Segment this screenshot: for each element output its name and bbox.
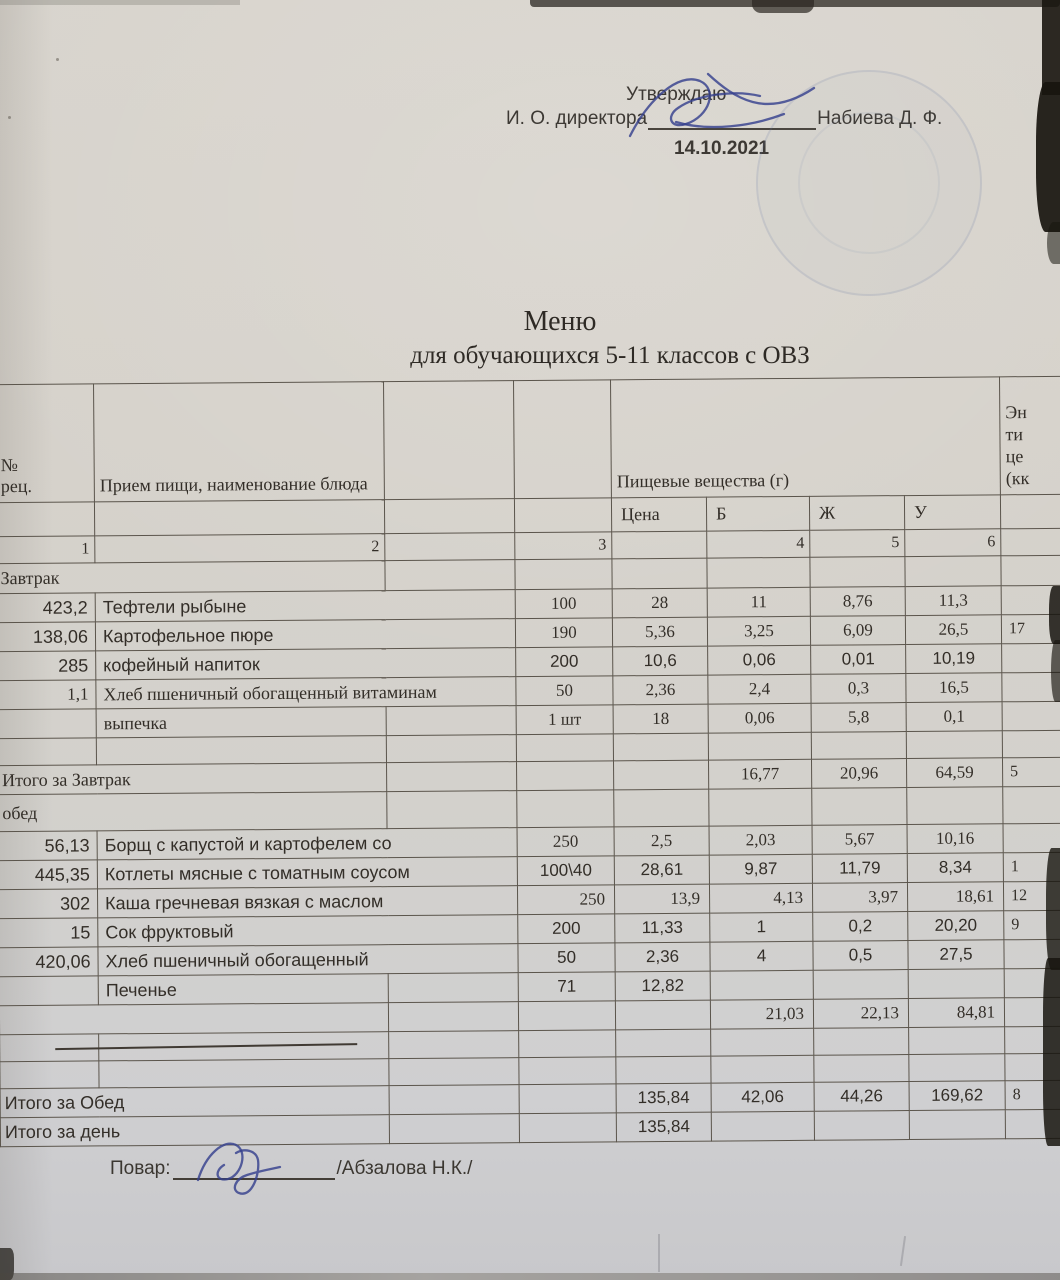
cook-signature-handwriting (186, 1130, 301, 1202)
cell-protein (708, 732, 811, 760)
handwritten-dash-mark (55, 1043, 357, 1050)
cell-blank (389, 1085, 519, 1115)
cell-protein (711, 1111, 814, 1141)
cell-protein: 4 (710, 941, 813, 971)
cell-protein (707, 557, 810, 588)
cell-recipe-number: 1,1 (0, 680, 96, 710)
paper-speck-2 (8, 116, 11, 119)
photo-edge-right-3 (1047, 222, 1060, 264)
director-name: Набиева Д. Ф. (817, 108, 943, 129)
cell-dish-name: Печенье (98, 974, 388, 1005)
paper-crease-2 (900, 1236, 906, 1266)
cell-portion (519, 1057, 616, 1085)
cell-fat (813, 970, 908, 1000)
cell-carbs: 0,1 (906, 702, 1002, 732)
menu-table-wrap (0, 376, 1060, 1147)
colnum-6: 6 (905, 529, 1001, 557)
cell-energy-clipped: 5 (1003, 757, 1060, 787)
cell-fat: 0,01 (811, 645, 906, 675)
cell-recipe-number: 302 (0, 889, 98, 919)
cell-dish-name: Котлеты мясные с томатным соусом (97, 857, 517, 889)
cell-blank (389, 1031, 519, 1059)
cell-section-label: Завтрак (0, 561, 385, 594)
cell-fat: 3,97 (812, 883, 907, 913)
cell-portion (519, 1113, 616, 1143)
cell-price (614, 789, 709, 827)
paper-crease-1 (658, 1234, 660, 1272)
cell-price: 28,61 (614, 855, 709, 885)
cell-carbs (908, 969, 1004, 999)
cell-carbs: 10,19 (906, 644, 1002, 674)
cell-blank (386, 735, 516, 763)
cell-price (615, 1000, 710, 1030)
cell-portion: 100\40 (517, 856, 614, 886)
cell-dish-name: выпечка (96, 707, 386, 738)
director-signature-handwriting (618, 64, 833, 152)
cell-energy-clipped: 9 (1004, 910, 1060, 940)
cell-portion (518, 1001, 615, 1031)
cell-recipe-number (0, 709, 96, 739)
colnum-3: 3 (515, 532, 612, 560)
cell-portion: 71 (518, 972, 615, 1002)
cell-carbs: 27,5 (908, 940, 1004, 970)
cell-dish-name: Хлеб пшеничный обогащенный (98, 944, 518, 976)
cell-fat: 44,26 (814, 1082, 909, 1112)
cell-blank (99, 1032, 389, 1061)
colnum-1: 1 (0, 536, 95, 564)
cell-fat (811, 732, 906, 760)
header-no-sign: № (0, 455, 18, 476)
cell-protein: 2,03 (709, 825, 812, 855)
cell-energy-clipped: 1 (1003, 852, 1060, 882)
cell-carbs (906, 731, 1002, 759)
cell-fat (814, 1028, 909, 1056)
cell-price (613, 760, 708, 790)
cell-energy-clipped: 17 (1001, 614, 1060, 644)
cell-price: 10,6 (613, 646, 708, 676)
energy-header-fragment: ти (1005, 424, 1024, 445)
cell-protein: 2,4 (708, 674, 811, 704)
cell-price (613, 733, 708, 761)
cell-price: 11,33 (615, 913, 710, 943)
cell-protein: 3,25 (707, 616, 810, 646)
cell-protein: 1 (710, 912, 813, 942)
cell-protein: 21,03 (710, 999, 813, 1029)
title-line-2: для обучающихся 5-11 классов с ОВЗ (410, 342, 810, 369)
cell-price (612, 558, 707, 589)
colnum-blank-2 (612, 531, 707, 559)
cell-carbs (909, 1054, 1005, 1082)
cell-dish-name: Борщ с капустой и картофелем со (97, 828, 517, 860)
cell-recipe-number: 138,06 (0, 622, 96, 652)
cell-total-label (0, 1003, 389, 1035)
cell-portion (519, 1084, 616, 1114)
photo-edge-top-notch (752, 0, 814, 13)
menu-table (0, 376, 1060, 1147)
cell-portion: 200 (518, 914, 615, 944)
subheader-fat: Ж (809, 496, 904, 531)
cell-carbs: 10,16 (907, 824, 1003, 854)
cell-portion: 200 (516, 647, 613, 677)
header-nutrients: Пищевые вещества (г) (611, 377, 1001, 498)
table-header-row-1 (0, 376, 1060, 502)
colnum-blank-1 (385, 533, 515, 561)
cell-protein (711, 1028, 814, 1056)
cell-recipe-number: 445,35 (0, 860, 97, 890)
cell-fat: 8,76 (810, 587, 905, 617)
photo-edge-right-7 (1043, 958, 1060, 1146)
cell-carbs (909, 1110, 1005, 1140)
director-label: И. О. директора (506, 108, 648, 129)
subheader-blank-1 (0, 502, 95, 537)
cell-price: 2,36 (615, 942, 710, 972)
cell-carbs: 84,81 (908, 998, 1004, 1028)
photo-edge-right-1 (1042, 0, 1060, 95)
cell-energy-clipped (1002, 730, 1060, 758)
header-blank-1 (384, 381, 515, 500)
cell-dish-name: Каша гречневая вязкая с маслом (97, 886, 517, 918)
energy-header-fragment: це (1005, 446, 1024, 467)
cell-carbs: 8,34 (907, 853, 1003, 883)
cell-dish-name: Хлеб пшеничный обогащенный витаминам (96, 677, 516, 709)
cell-protein: 16,77 (708, 759, 811, 789)
cell-portion: 50 (518, 943, 615, 973)
menu-table-head-rows (0, 376, 1060, 563)
photo-edge-right-2 (1036, 82, 1060, 232)
cell-portion (516, 734, 613, 762)
cell-portion (519, 1030, 616, 1058)
colnum-5: 5 (810, 530, 905, 558)
cell-carbs (905, 556, 1001, 587)
cell-fat: 0,2 (813, 912, 908, 942)
subheader-price: Цена (611, 497, 706, 532)
cell-protein (709, 788, 812, 826)
cell-fat (810, 557, 905, 588)
cell-recipe-number: 285 (0, 651, 96, 681)
cell-dish-name: Картофельное пюре (95, 619, 515, 651)
cell-portion (515, 559, 612, 590)
cell-blank (389, 1058, 519, 1086)
photo-edge-right-5 (1051, 640, 1060, 702)
cell-protein (711, 1055, 814, 1083)
cell-protein (710, 970, 813, 1000)
cell-fat (814, 1055, 909, 1083)
cell-fat (812, 788, 907, 826)
cell-carbs: 11,3 (905, 586, 1001, 616)
title-line-1: Меню (523, 306, 597, 337)
cell-blank (387, 791, 517, 829)
cell-energy-clipped: 12 (1004, 881, 1060, 911)
subheader-blank-5 (1000, 494, 1060, 529)
cell-section-label: обед (0, 792, 387, 832)
cell-total-label: Итого за день (0, 1115, 389, 1147)
cell-fat: 5,8 (811, 703, 906, 733)
photo-edge-right-6 (1046, 848, 1060, 970)
cell-price: 12,82 (615, 971, 710, 1001)
cell-recipe-number (0, 976, 98, 1006)
cell-portion: 250 (517, 885, 614, 915)
subheader-blank-3 (384, 499, 514, 534)
cell-protein: 9,87 (709, 854, 812, 884)
cook-name: /Абзалова Н.К./ (336, 1158, 473, 1179)
cell-blank (387, 762, 517, 792)
photo-edge-right-4 (1049, 586, 1060, 644)
cell-price: 13,9 (614, 884, 709, 914)
cell-fat: 5,67 (812, 825, 907, 855)
cell-energy-clipped (1003, 786, 1060, 824)
colnum-blank-3 (1001, 528, 1060, 556)
cell-carbs: 20,20 (908, 911, 1004, 941)
cell-carbs: 169,62 (909, 1081, 1005, 1111)
energy-header-fragment: Эн (1005, 402, 1027, 423)
cell-blank (0, 738, 97, 766)
header-meal-name: Прием пищи, наименование блюда (94, 382, 385, 502)
cell-carbs (907, 787, 1003, 825)
cell-portion: 190 (515, 618, 612, 648)
cell-total-label: Итого за Обед (0, 1086, 389, 1118)
cell-portion: 100 (515, 589, 612, 619)
cell-price: 18 (613, 704, 708, 734)
colnum-2: 2 (95, 534, 385, 563)
cell-fat: 0,5 (813, 941, 908, 971)
cell-price: 5,36 (612, 617, 707, 647)
cook-label: Повар: (110, 1158, 171, 1179)
document-title (0, 306, 1060, 370)
cell-protein: 11 (707, 587, 810, 617)
colnum-4: 4 (707, 530, 810, 558)
cell-price (616, 1029, 711, 1057)
photo-edge-top-left (0, 0, 240, 5)
cell-blank (388, 1002, 518, 1032)
cell-protein: 0,06 (708, 703, 811, 733)
cell-portion (517, 761, 614, 791)
approval-date: 14.10.2021 (674, 138, 770, 159)
header-rec-abbr: рец. (0, 475, 33, 497)
cell-protein: 0,06 (708, 645, 811, 675)
cell-dish-name: Сок фруктовый (98, 915, 518, 947)
menu-table-body (0, 555, 1060, 1146)
cell-recipe-number: 423,2 (0, 593, 95, 623)
subheader-blank-4 (514, 498, 611, 533)
cell-fat (814, 1111, 909, 1141)
approve-label: Утверждаю (626, 84, 727, 105)
cell-protein: 4,13 (709, 883, 812, 913)
header-rec-number (0, 384, 94, 503)
cell-price: 135,84 (616, 1083, 711, 1113)
cell-recipe-number: 420,06 (0, 947, 98, 977)
cell-dish-name: кофейный напиток (96, 648, 516, 680)
cell-recipe-number: 15 (0, 918, 98, 948)
cell-carbs: 26,5 (905, 615, 1001, 645)
cell-dish-name: Тефтели рыбыне (95, 590, 515, 622)
cell-carbs: 16,5 (906, 673, 1002, 703)
cell-portion: 250 (517, 827, 614, 857)
cell-price: 2,36 (613, 675, 708, 705)
cell-blank (389, 1114, 519, 1144)
cell-blank (99, 1059, 389, 1088)
subheader-carbs: У (904, 495, 1000, 530)
cell-total-label: Итого за Завтрак (0, 763, 387, 795)
cell-recipe-number: 56,13 (0, 831, 97, 861)
cell-carbs (909, 1027, 1005, 1055)
cell-carbs: 18,61 (907, 882, 1003, 912)
energy-header-cell (1000, 376, 1060, 495)
cell-price: 28 (612, 588, 707, 618)
cell-fat: 0,3 (811, 674, 906, 704)
cell-portion: 50 (516, 676, 613, 706)
subheader-protein: Б (706, 496, 809, 531)
cell-fat: 6,09 (810, 616, 905, 646)
paper-speck-1 (56, 58, 59, 61)
cell-fat: 22,13 (813, 999, 908, 1029)
cell-price (616, 1056, 711, 1084)
cell-price: 2,5 (614, 826, 709, 856)
cell-blank (386, 706, 516, 736)
cell-blank (388, 973, 518, 1003)
cell-blank (385, 560, 515, 591)
cell-portion: 1 шт (516, 705, 613, 735)
cell-energy-clipped (1002, 701, 1060, 731)
cell-blank (0, 1061, 99, 1089)
cell-energy-clipped (1001, 555, 1060, 586)
cell-protein: 42,06 (711, 1082, 814, 1112)
header-blank-2 (514, 380, 612, 499)
cell-fat: 20,96 (811, 759, 906, 789)
cell-blank (96, 736, 386, 765)
energy-header-fragment: (кк (1005, 468, 1030, 489)
photo-edge-bottom-strip (0, 1273, 1060, 1280)
cell-energy-clipped: 8 (1005, 1080, 1060, 1110)
cell-carbs: 64,59 (906, 758, 1002, 788)
subheader-blank-2 (94, 500, 384, 536)
cell-portion (517, 790, 614, 828)
cell-fat: 11,79 (812, 854, 907, 884)
cell-price: 135,84 (616, 1112, 711, 1142)
